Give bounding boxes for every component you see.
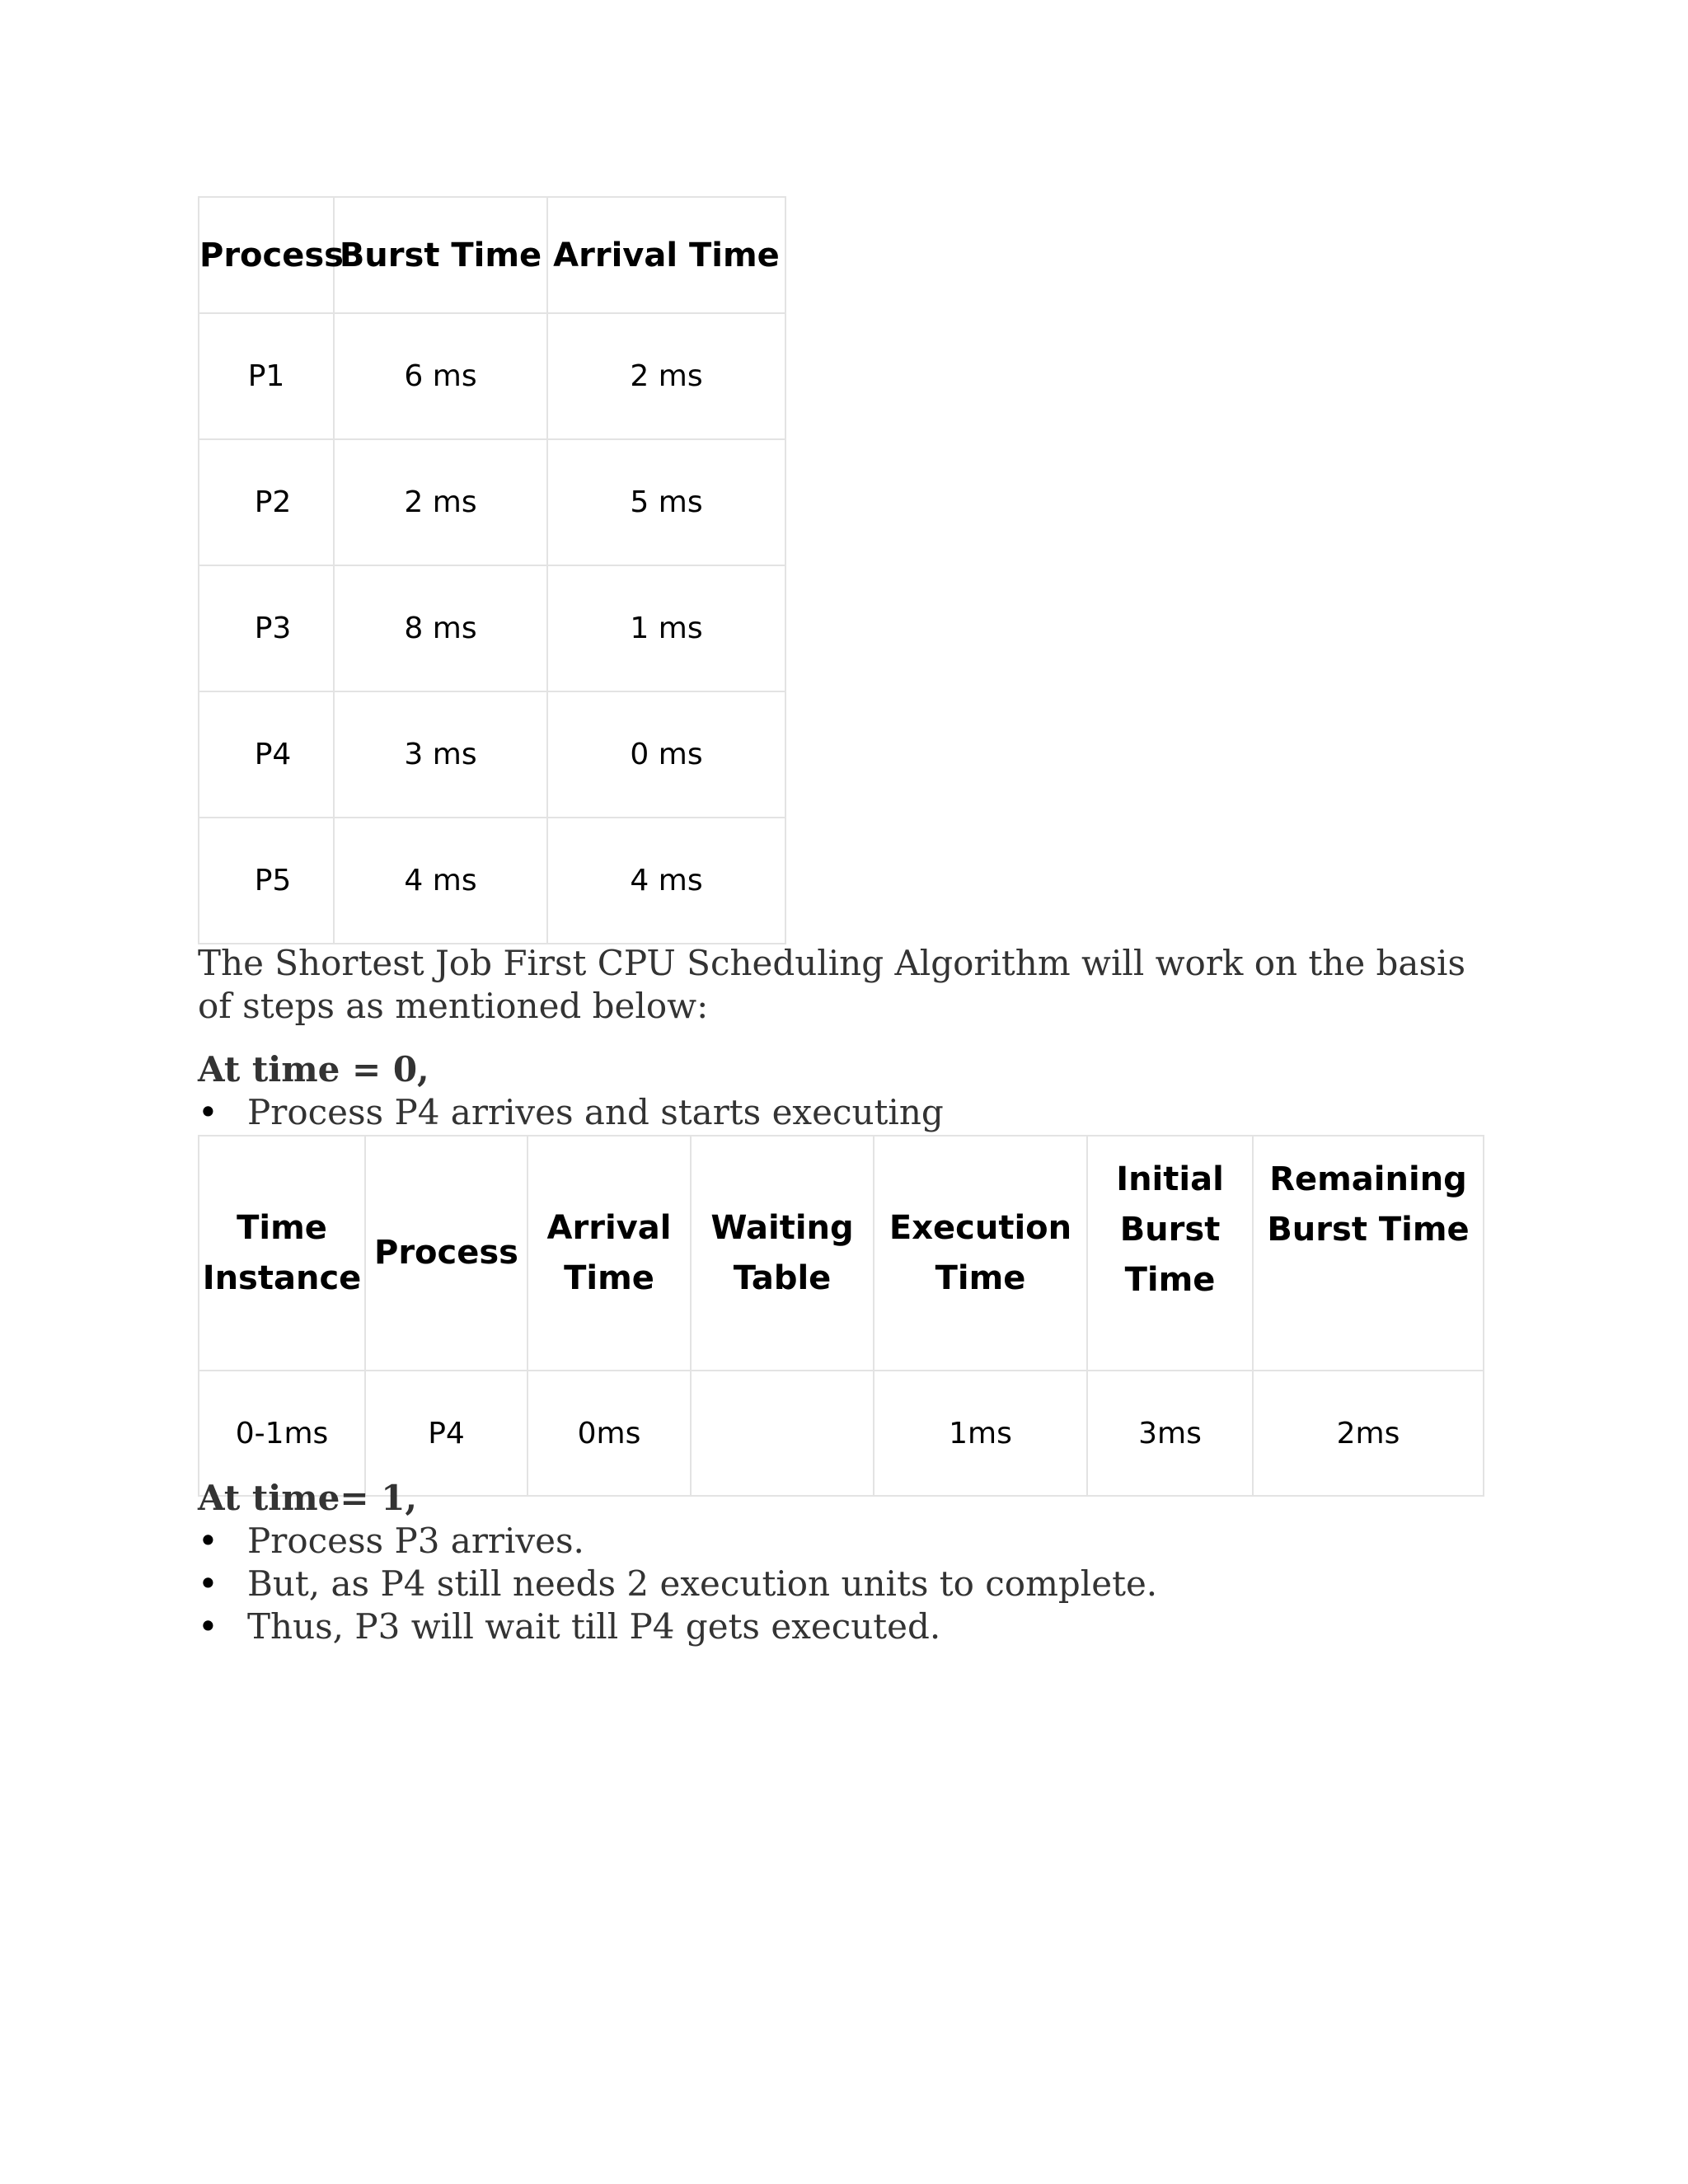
table-row bbox=[199, 565, 785, 691]
cell-process: P5 bbox=[199, 818, 334, 944]
table-header-row bbox=[199, 197, 785, 313]
list-item: • Process P4 arrives and starts executing bbox=[198, 1091, 944, 1134]
execution-table bbox=[198, 1135, 1484, 1497]
header-time-instance: Time Instance bbox=[199, 1136, 365, 1371]
cell-waiting-table bbox=[691, 1371, 874, 1496]
header-process: Process bbox=[365, 1136, 528, 1371]
table-header-row bbox=[199, 1136, 1484, 1371]
table-row bbox=[199, 818, 785, 944]
process-table bbox=[198, 196, 786, 944]
table-row bbox=[199, 439, 785, 565]
header-waiting-table: Waiting Table bbox=[691, 1136, 874, 1371]
step1-heading: At time= 1, bbox=[198, 1478, 418, 1518]
cell-process: P3 bbox=[199, 565, 334, 691]
cell-burst-time: 6 ms bbox=[334, 313, 547, 439]
cell-initial-burst-time: 3ms bbox=[1087, 1371, 1253, 1496]
cell-arrival-time: 1 ms bbox=[547, 565, 785, 691]
cell-arrival-time: 0ms bbox=[528, 1371, 691, 1496]
cell-arrival-time: 5 ms bbox=[547, 439, 785, 565]
list-item: • Thus, P3 will wait till P4 gets executed. bbox=[198, 1605, 1157, 1648]
cell-process: P1 bbox=[199, 313, 334, 439]
cell-process: P4 bbox=[365, 1371, 528, 1496]
header-remaining-burst-time: Remaining Burst Time bbox=[1253, 1136, 1484, 1371]
table-row bbox=[199, 313, 785, 439]
cell-burst-time: 3 ms bbox=[334, 691, 547, 818]
cell-process: P2 bbox=[199, 439, 334, 565]
cell-burst-time: 2 ms bbox=[334, 439, 547, 565]
cell-burst-time: 4 ms bbox=[334, 818, 547, 944]
header-initial-burst-time: Initial Burst Time bbox=[1087, 1136, 1253, 1371]
header-process: Process bbox=[199, 197, 334, 313]
header-arrival-time: Arrival Time bbox=[547, 197, 785, 313]
cell-execution-time: 1ms bbox=[874, 1371, 1087, 1496]
list-item: • Process P3 arrives. bbox=[198, 1520, 1157, 1563]
cell-arrival-time: 2 ms bbox=[547, 313, 785, 439]
header-arrival-time: Arrival Time bbox=[528, 1136, 691, 1371]
list-item: • But, as P4 still needs 2 execution units to complete. bbox=[198, 1563, 1157, 1605]
intro-paragraph: The Shortest Job First CPU Scheduling Algorithm will work on the basis of steps as mentioned below: bbox=[198, 943, 1466, 1026]
step0-bullet-list bbox=[198, 1091, 944, 1134]
cell-time-instance: 0-1ms bbox=[199, 1371, 365, 1496]
table-row bbox=[199, 691, 785, 818]
cell-process: P4 bbox=[199, 691, 334, 818]
cell-arrival-time: 4 ms bbox=[547, 818, 785, 944]
cell-burst-time: 8 ms bbox=[334, 565, 547, 691]
header-burst-time: Burst Time bbox=[334, 197, 547, 313]
step0-heading: At time = 0, bbox=[198, 1049, 429, 1090]
header-execution-time: Execution Time bbox=[874, 1136, 1087, 1371]
cell-remaining-burst-time: 2ms bbox=[1253, 1371, 1484, 1496]
step1-bullet-list bbox=[198, 1520, 1157, 1648]
cell-arrival-time: 0 ms bbox=[547, 691, 785, 818]
